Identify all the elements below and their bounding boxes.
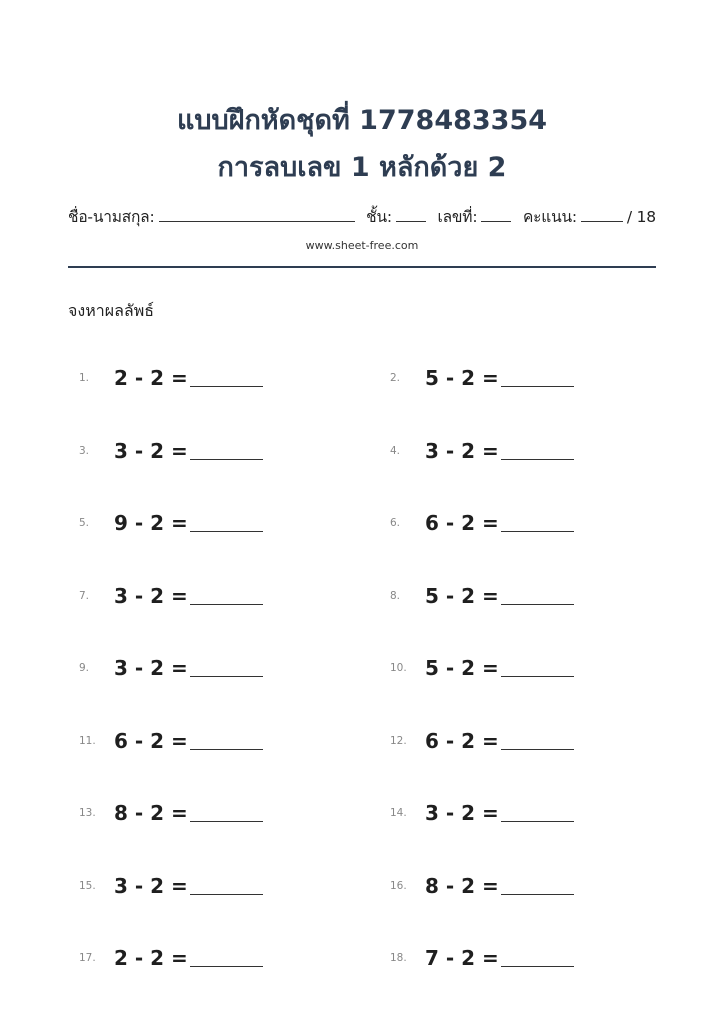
problem-equation: 3 - 2 = [114,583,188,608]
problem-number: 2. [390,372,401,384]
problem-equation: 6 - 2 = [114,728,188,753]
student-info-row [68,206,656,228]
problem-number: 14. [390,807,407,819]
problem-equation: 5 - 2 = [425,366,499,390]
answer-blank[interactable] [190,459,263,460]
problem-item [390,874,610,904]
problem-item [79,511,299,541]
problem-equation: 3 - 2 = [425,801,499,825]
class-label: ชั้น: [366,208,392,226]
problem-item [390,439,610,469]
worksheet-subtitle: การลบเลข 1 หลักด้วย 2 [217,152,507,183]
problem-number: 18. [390,952,407,964]
problem-equation: 5 - 2 = [425,656,499,680]
problem-item [79,946,299,976]
answer-blank[interactable] [190,966,263,967]
answer-blank[interactable] [501,894,574,895]
answer-blank[interactable] [501,966,574,967]
score-blank [581,207,623,222]
name-blank [159,207,355,222]
problem-equation: 8 - 2 = [114,801,188,825]
problem-item [390,584,610,614]
problem-item [79,366,299,396]
number-label: เลขที่: [437,208,478,226]
answer-blank[interactable] [501,604,574,605]
answer-blank[interactable] [501,459,574,460]
problem-equation: 9 - 2 = [114,511,188,535]
answer-blank[interactable] [190,386,263,387]
answer-blank[interactable] [501,386,574,387]
problem-number: 3. [79,444,90,457]
answer-blank[interactable] [190,604,263,605]
problem-number: 9. [79,662,90,674]
name-label: ชื่อ-นามสกุล: [68,208,155,226]
answer-blank[interactable] [190,821,263,822]
header-divider [68,266,656,268]
problem-item [390,656,610,686]
problem-equation: 3 - 2 = [114,438,188,463]
problem-equation: 6 - 2 = [425,728,499,753]
problem-item [390,801,610,831]
class-blank [396,207,426,222]
problem-item [79,729,299,759]
answer-blank[interactable] [501,531,574,532]
problem-number: 12. [390,734,407,747]
number-blank [481,207,511,222]
problem-item [390,946,610,976]
answer-blank[interactable] [190,894,263,895]
problem-number: 17. [79,952,96,964]
problem-item [79,801,299,831]
problem-item [79,874,299,904]
problem-equation: 3 - 2 = [425,438,499,463]
problem-item [390,511,610,541]
problem-item [79,656,299,686]
problem-number: 6. [390,517,401,529]
problem-number: 10. [390,662,407,674]
problem-item [79,584,299,614]
answer-blank[interactable] [190,531,263,532]
problem-number: 8. [390,589,401,602]
problem-equation: 2 - 2 = [114,946,188,970]
problem-number: 1. [79,372,90,384]
answer-blank[interactable] [501,821,574,822]
problem-item [390,729,610,759]
problem-item [390,366,610,396]
answer-blank[interactable] [190,749,263,750]
problem-item [79,439,299,469]
problem-equation: 2 - 2 = [114,366,188,390]
problem-equation: 6 - 2 = [425,511,499,535]
score-label: คะแนน: [522,208,577,226]
problem-number: 13. [79,807,96,819]
problem-equation: 3 - 2 = [114,656,188,680]
website-url: www.sheet-free.com [305,239,419,252]
answer-blank[interactable] [501,749,574,750]
problem-equation: 5 - 2 = [425,583,499,608]
answer-blank[interactable] [190,676,263,677]
problem-equation: 7 - 2 = [425,946,499,970]
problem-equation: 3 - 2 = [114,873,188,898]
score-total: / 18 [626,208,656,226]
problem-number: 7. [79,589,90,602]
problem-number: 5. [79,517,90,529]
problem-number: 15. [79,879,96,892]
problem-number: 4. [390,444,401,457]
answer-blank[interactable] [501,676,574,677]
instruction-text: จงหาผลลัพธ์ [68,301,155,320]
problem-equation: 8 - 2 = [425,873,499,898]
problem-number: 11. [79,734,96,747]
worksheet-title: แบบฝึกหัดชุดที่ 1778483354 [176,105,548,136]
problem-number: 16. [390,879,407,892]
